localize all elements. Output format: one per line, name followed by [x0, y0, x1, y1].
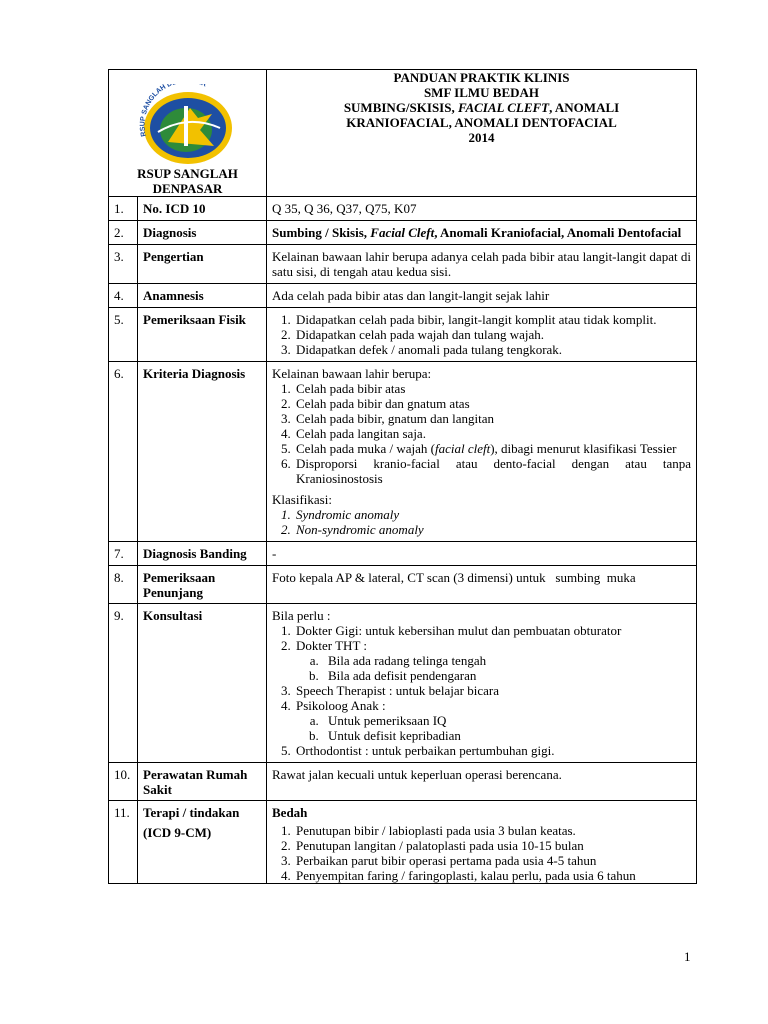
svg-text:RSUP SANGLAH DENPASAR: RSUP SANGLAH D R: [139, 84, 207, 138]
list-item: b. Untuk defisit kepribadian: [322, 728, 691, 743]
table-row: [109, 362, 697, 542]
list-item: 1. Penutupan bibir / labioplasti pada usia 3 bulan keatas.: [294, 823, 691, 838]
row-content: -: [267, 542, 697, 566]
list-item: a. Bila ada radang telinga tengah: [322, 653, 691, 668]
row-label: Pemeriksaan Fisik: [138, 308, 267, 362]
list-item: 3. Didapatkan defek / anomali pada tulang tengkorak.: [294, 342, 691, 357]
row-label: Anamnesis: [138, 284, 267, 308]
hospital-seal-icon: [128, 84, 248, 166]
list-item: 3. Speech Therapist : untuk belajar bicara: [294, 683, 691, 698]
list-item: 5. Celah pada muka / wajah (facial cleft), dibagi menurut klasifikasi Tessier: [294, 441, 691, 456]
row-label: [138, 801, 267, 884]
list-item: b. Bila ada defisit pendengaran: [322, 668, 691, 683]
org-name-line1: RSUP SANGLAH: [137, 166, 238, 181]
list-item: 1. Syndromic anomaly: [294, 507, 691, 522]
row-content: Sumbing / Skisis, Facial Cleft, Anomali Kraniofacial, Anomali Dentofacial: [267, 221, 697, 245]
list-item: 5. Orthodontist : untuk perbaikan pertumbuhan gigi.: [294, 743, 691, 758]
document-title: [267, 70, 697, 197]
list-item: 2. Didapatkan celah pada wajah dan tulang wajah.: [294, 327, 691, 342]
org-name-line2: DENPASAR: [152, 181, 223, 196]
row-label: Perawatan Rumah Sakit: [138, 763, 267, 801]
list-item: 3. Celah pada bibir, gnatum dan langitan: [294, 411, 691, 426]
row-label: Diagnosis Banding: [138, 542, 267, 566]
title-line: SUMBING/SKISIS, FACIAL CLEFT, ANOMALI: [343, 100, 620, 115]
sub-list: [296, 713, 691, 743]
row-label: Pengertian: [138, 245, 267, 284]
classification-list: [272, 507, 691, 537]
table-row: [109, 604, 697, 763]
list-item: 4. Celah pada langitan saja.: [294, 426, 691, 441]
consult-intro: Bila perlu :: [272, 608, 331, 623]
row-content: [267, 308, 697, 362]
list-item: 1. Celah pada bibir atas: [294, 381, 691, 396]
row-label: Pemeriksaan Penunjang: [138, 566, 267, 604]
row-content: Kelainan bawaan lahir berupa adanya celah pada bibir atau langit-langit dapat di satu sisi, di tengah atau kedua sisi.: [267, 245, 697, 284]
table-row: [109, 763, 697, 801]
table-row: [109, 542, 697, 566]
row-content: [267, 604, 697, 763]
hospital-logo: [114, 84, 261, 166]
clinical-guide-table: [108, 69, 697, 884]
list-item: 1. Didapatkan celah pada bibir, langit-langit komplit atau tidak komplit.: [294, 312, 691, 327]
row-label: Konsultasi: [138, 604, 267, 763]
row-number: 6.: [109, 362, 138, 542]
table-row: [109, 308, 697, 362]
list-item: 4. Penyempitan faring / faringoplasti, kalau perlu, pada usia 6 tahun: [294, 868, 691, 883]
list-item: 1. Dokter Gigi: untuk kebersihan mulut dan pembuatan obturator: [294, 623, 691, 638]
row-content: [267, 801, 697, 884]
row-number: 3.: [109, 245, 138, 284]
row-number: 11.: [109, 801, 138, 884]
row-number: 1.: [109, 197, 138, 221]
header-row: [109, 70, 697, 197]
row-content: Q 35, Q 36, Q37, Q75, K07: [267, 197, 697, 221]
row-number: 2.: [109, 221, 138, 245]
table-row: [109, 197, 697, 221]
row-label: Diagnosis: [138, 221, 267, 245]
row-number: 10.: [109, 763, 138, 801]
icd9-label: (ICD 9-CM): [143, 825, 212, 840]
title-line: SMF ILMU BEDAH: [423, 85, 540, 100]
row-content: Rawat jalan kecuali untuk keperluan operasi berencana.: [267, 763, 697, 801]
row-content: Foto kepala AP & lateral, CT scan (3 dimensi) untuk sumbing muka: [267, 566, 697, 604]
exam-list: [272, 312, 691, 357]
therapy-label: Terapi / tindakan: [143, 805, 240, 820]
row-number: 4.: [109, 284, 138, 308]
list-item: 3. Perbaikan parut bibir operasi pertama pada usia 4-5 tahun: [294, 853, 691, 868]
therapy-heading: Bedah: [272, 805, 308, 820]
list-item: 2. Celah pada bibir dan gnatum atas: [294, 396, 691, 411]
list-item: 6. Disproporsi kranio-facial atau dento-facial dengan atau tanpa Kraniosinostosis: [294, 456, 691, 486]
row-number: 8.: [109, 566, 138, 604]
header-logo-cell: [109, 70, 267, 197]
row-number: 9.: [109, 604, 138, 763]
row-label: No. ICD 10: [138, 197, 267, 221]
criteria-intro: Kelainan bawaan lahir berupa:: [272, 366, 432, 381]
list-item: 2. Non-syndromic anomaly: [294, 522, 691, 537]
consult-list: [272, 623, 691, 758]
list-item: 2. Penutupan langitan / palatoplasti pada usia 10-15 bulan: [294, 838, 691, 853]
classification-label: Klasifikasi:: [272, 492, 332, 507]
row-content: [267, 362, 697, 542]
row-number: 5.: [109, 308, 138, 362]
row-number: 7.: [109, 542, 138, 566]
therapy-list: [272, 823, 691, 883]
table-row: [109, 221, 697, 245]
table-row: [109, 284, 697, 308]
criteria-list: [272, 381, 691, 486]
list-item: 2. Dokter THT : a. Bila ada radang telinga tengah b. Bila ada defisit pendengaran: [294, 638, 691, 683]
list-item: a. Untuk pemeriksaan IQ: [322, 713, 691, 728]
row-content: Ada celah pada bibir atas dan langit-langit sejak lahir: [267, 284, 697, 308]
title-line: 2014: [468, 130, 495, 145]
table-row: [109, 566, 697, 604]
sub-list: [296, 653, 691, 683]
page-number: 1: [684, 949, 691, 964]
table-row: [109, 245, 697, 284]
title-line: PANDUAN PRAKTIK KLINIS: [393, 70, 570, 85]
list-item: 4. Psikoloog Anak : a. Untuk pemeriksaan IQ b. Untuk defisit kepribadian: [294, 698, 691, 743]
title-line: KRANIOFACIAL, ANOMALI DENTOFACIAL: [346, 115, 617, 130]
table-row: [109, 801, 697, 884]
row-label: Kriteria Diagnosis: [138, 362, 267, 542]
